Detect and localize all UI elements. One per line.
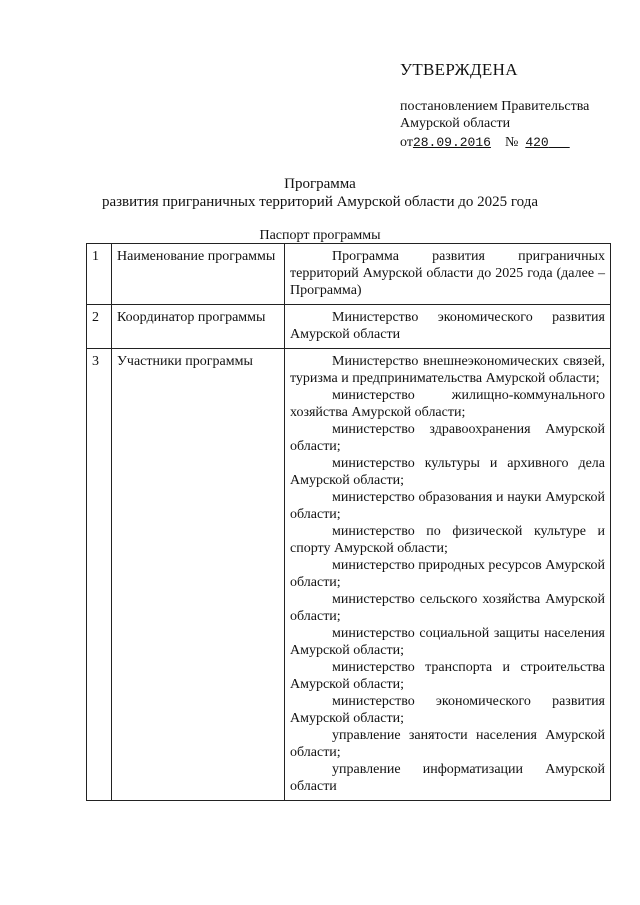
document-title-line-1: Программа <box>284 176 356 192</box>
row-value <box>285 305 611 349</box>
participant-item: министерство экономического развития Амурской области; <box>290 694 605 726</box>
approval-line-2: Амурской области <box>400 116 511 131</box>
row-name: Наименование программы <box>112 244 285 305</box>
row-number: 2 <box>87 305 112 349</box>
approval-date-line <box>400 134 630 151</box>
approval-line-1: постановлением Правительства <box>400 99 590 114</box>
approval-block <box>400 60 630 151</box>
approval-title: УТВЕРЖДЕНА <box>400 60 518 79</box>
row-number: 1 <box>87 244 112 305</box>
approval-number-sign: № <box>504 135 519 150</box>
document-title-line-2: развития приграничных территорий Амурской области до 2025 года <box>101 194 539 210</box>
approval-date: 28.09.2016 <box>412 135 491 150</box>
participant-item: министерство жилищно-коммунального хозяйства Амурской области; <box>290 388 605 420</box>
passport-table <box>86 243 611 801</box>
row-value <box>285 244 611 305</box>
participant-item: министерство образования и науки Амурской области; <box>290 490 605 522</box>
participant-item: министерство социальной защиты населения Амурской области; <box>290 626 605 658</box>
row-name: Координатор программы <box>112 305 285 349</box>
participant-item: министерство здравоохранения Амурской области; <box>290 422 605 454</box>
row-value-text: Министерство экономического развития Амурской области <box>290 310 605 342</box>
row-value-text: Программа развития приграничных территорий Амурской области до 2025 года (далее – Программа) <box>290 249 605 298</box>
participant-item: министерство культуры и архивного дела Амурской области; <box>290 456 605 488</box>
table-row <box>87 305 611 349</box>
participant-item: министерство по физической культуре и спорту Амурской области; <box>290 524 605 556</box>
participants-list <box>285 349 611 801</box>
row-number: 3 <box>87 349 112 801</box>
row-name: Участники программы <box>112 349 285 801</box>
approval-number: 420 <box>525 135 549 150</box>
table-row <box>87 244 611 305</box>
participant-item: министерство транспорта и строительства Амурской области; <box>290 660 605 692</box>
participant-item: министерство природных ресурсов Амурской области; <box>290 558 606 590</box>
table-row <box>87 349 611 801</box>
participant-item: Министерство внешнеэкономических связей, туризма и предпринимательства Амурской области; <box>290 354 605 386</box>
participant-item: министерство сельского хозяйства Амурской области; <box>290 592 605 624</box>
passport-heading: Паспорт программы <box>259 228 381 243</box>
approval-date-prefix: от <box>400 135 413 150</box>
participant-item: управление информатизации Амурской области <box>290 762 605 794</box>
participant-item: управление занятости населения Амурской области; <box>290 728 605 760</box>
